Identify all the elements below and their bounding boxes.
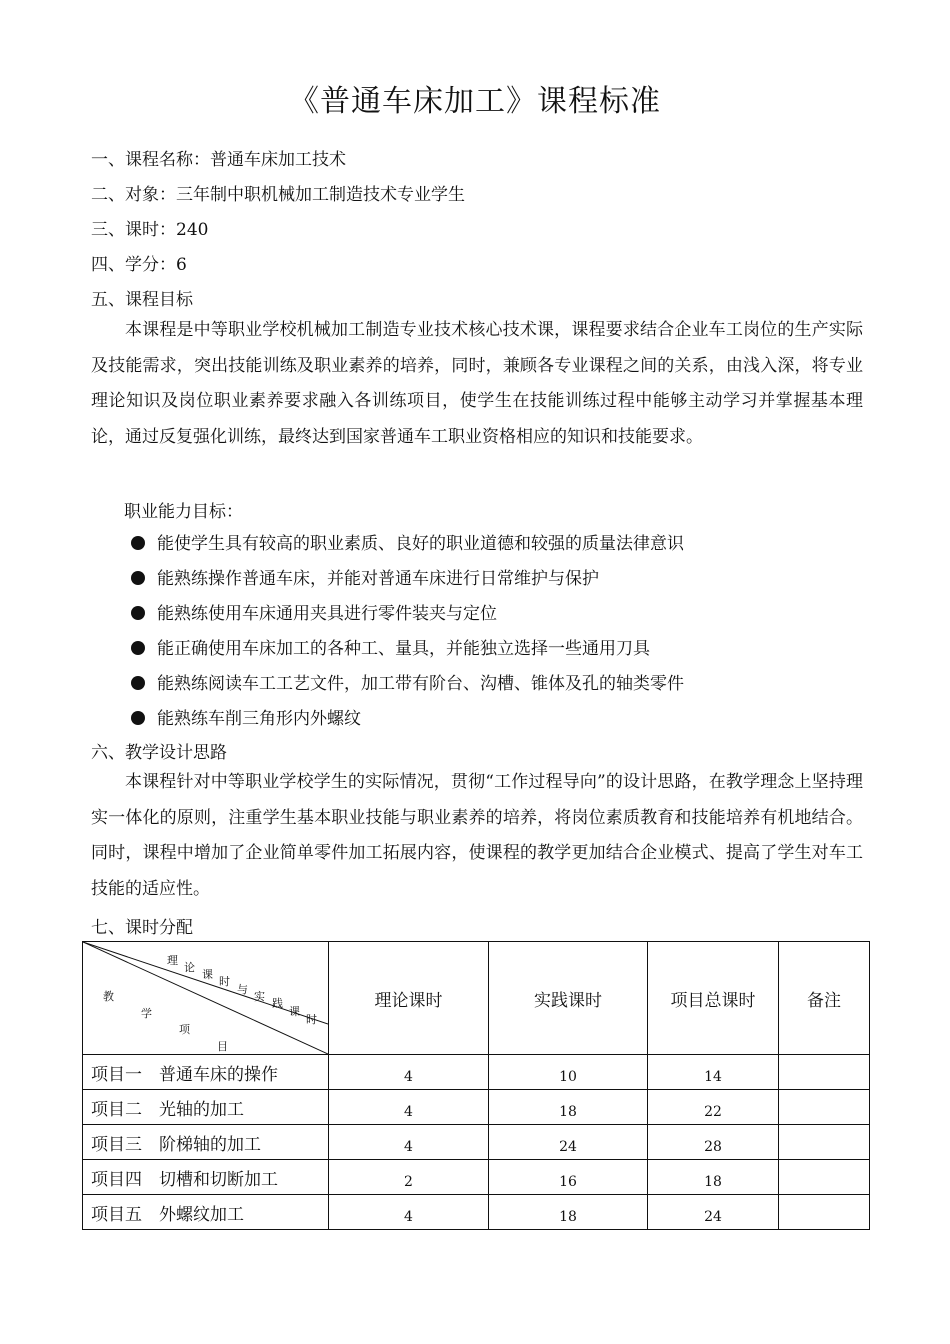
practice-hours-cell: 18 <box>489 1090 648 1125</box>
header-practice-hours: 实践课时 <box>489 942 648 1055</box>
total-hours-cell: 18 <box>648 1160 779 1195</box>
bullet-dot-icon <box>131 641 145 655</box>
project-name-cell: 项目二 光轴的加工 <box>83 1090 329 1125</box>
total-hours-cell: 22 <box>648 1090 779 1125</box>
note-cell <box>779 1195 870 1230</box>
diag-bottom-char: 项 <box>179 1023 190 1036</box>
table-row <box>83 1195 870 1230</box>
total-hours-cell: 28 <box>648 1125 779 1160</box>
diag-top-char: 时 <box>306 1013 317 1026</box>
diag-bottom-char: 目 <box>217 1040 228 1053</box>
diagonal-header-cell <box>83 942 329 1055</box>
goal-heading: 五、课程目标 <box>91 290 193 310</box>
course-name-line: 一、课程名称：普通车床加工技术 <box>91 150 346 170</box>
note-cell <box>779 1055 870 1090</box>
table-header-row <box>83 942 870 1055</box>
practice-hours-cell: 24 <box>489 1125 648 1160</box>
hours-line: 三、课时：240 <box>91 220 209 240</box>
project-name-cell: 项目四 切槽和切断加工 <box>83 1160 329 1195</box>
diag-bottom-char: 教 <box>103 990 114 1003</box>
design-heading: 六、教学设计思路 <box>91 743 227 763</box>
diag-top-char: 课 <box>289 1005 300 1018</box>
project-name-cell: 项目三 阶梯轴的加工 <box>83 1125 329 1160</box>
practice-hours-cell: 16 <box>489 1160 648 1195</box>
diag-top-char: 理 <box>167 954 178 967</box>
allocation-heading: 七、课时分配 <box>91 918 193 938</box>
diag-top-char: 课 <box>202 968 213 981</box>
note-cell <box>779 1090 870 1125</box>
ability-label: 职业能力目标： <box>124 502 243 522</box>
practice-hours-cell: 10 <box>489 1055 648 1090</box>
theory-hours-cell: 4 <box>329 1125 489 1160</box>
bullet-dot-icon <box>131 571 145 585</box>
diagonal-lines <box>83 942 328 1054</box>
hours-table <box>82 941 870 1230</box>
header-total-hours: 项目总课时 <box>648 942 779 1055</box>
ability-item: 能使学生具有较高的职业素质、良好的职业道德和较强的质量法律意识 <box>131 529 684 554</box>
table-row <box>83 1125 870 1160</box>
total-hours-cell: 24 <box>648 1195 779 1230</box>
practice-hours-cell: 18 <box>489 1195 648 1230</box>
diag-top-char: 实 <box>254 990 265 1003</box>
diag-top-char: 践 <box>272 997 283 1010</box>
project-name-cell: 项目一 普通车床的操作 <box>83 1055 329 1090</box>
header-theory-hours: 理论课时 <box>329 942 489 1055</box>
note-cell <box>779 1160 870 1195</box>
bullet-dot-icon <box>131 676 145 690</box>
page-title: 《普通车床加工》课程标准 <box>289 84 661 119</box>
ability-item: 能熟练使用车床通用夹具进行零件装夹与定位 <box>131 599 497 624</box>
table-row <box>83 1055 870 1090</box>
bullet-dot-icon <box>131 536 145 550</box>
diag-top-char: 论 <box>184 961 195 974</box>
theory-hours-cell: 4 <box>329 1055 489 1090</box>
diag-bottom-char: 学 <box>141 1007 152 1020</box>
target-line: 二、对象：三年制中职机械加工制造技术专业学生 <box>91 185 465 205</box>
goal-paragraph: 本课程是中等职业学校机械加工制造专业技术核心技术课，课程要求结合企业车工岗位的生产实际及技能需求，突出技能训练及职业素养的培养，同时，兼顾各专业课程之间的关系，由浅入深，将专业理论知识及岗位职业素养要求融入各训练项目，使学生在技能训练过程中能够主动学习并掌握基本理论，通过反复强化训练，最终达到国家普通车工职业资格相应的知识和技能要求。 <box>91 320 863 447</box>
design-paragraph: 本课程针对中等职业学校学生的实际情况，贯彻“工作过程导向”的设计思路，在教学理念上坚持理实一体化的原则，注重学生基本职业技能与职业素养的培养，将岗位素质教育和技能培养有机地结合。同时，课程中增加了企业简单零件加工拓展内容，使课程的教学更加结合企业模式、提高了学生对车工技能的适应性。 <box>91 772 863 899</box>
theory-hours-cell: 4 <box>329 1195 489 1230</box>
note-cell <box>779 1125 870 1160</box>
ability-item: 能熟练车削三角形内外螺纹 <box>131 704 361 729</box>
header-notes: 备注 <box>779 942 870 1055</box>
ability-item: 能熟练阅读车工工艺文件，加工带有阶台、沟槽、锥体及孔的轴类零件 <box>131 669 684 694</box>
bullet-dot-icon <box>131 711 145 725</box>
diag-top-char: 时 <box>219 975 230 988</box>
diag-top-char: 与 <box>237 983 248 996</box>
ability-item: 能熟练操作普通车床，并能对普通车床进行日常维护与保护 <box>131 564 599 589</box>
table-row <box>83 1090 870 1125</box>
total-hours-cell: 14 <box>648 1055 779 1090</box>
theory-hours-cell: 2 <box>329 1160 489 1195</box>
table-row <box>83 1160 870 1195</box>
credits-line: 四、学分：6 <box>91 255 187 275</box>
project-name-cell: 项目五 外螺纹加工 <box>83 1195 329 1230</box>
bullet-dot-icon <box>131 606 145 620</box>
theory-hours-cell: 4 <box>329 1090 489 1125</box>
ability-item: 能正确使用车床加工的各种工、量具，并能独立选择一些通用刀具 <box>131 634 650 659</box>
